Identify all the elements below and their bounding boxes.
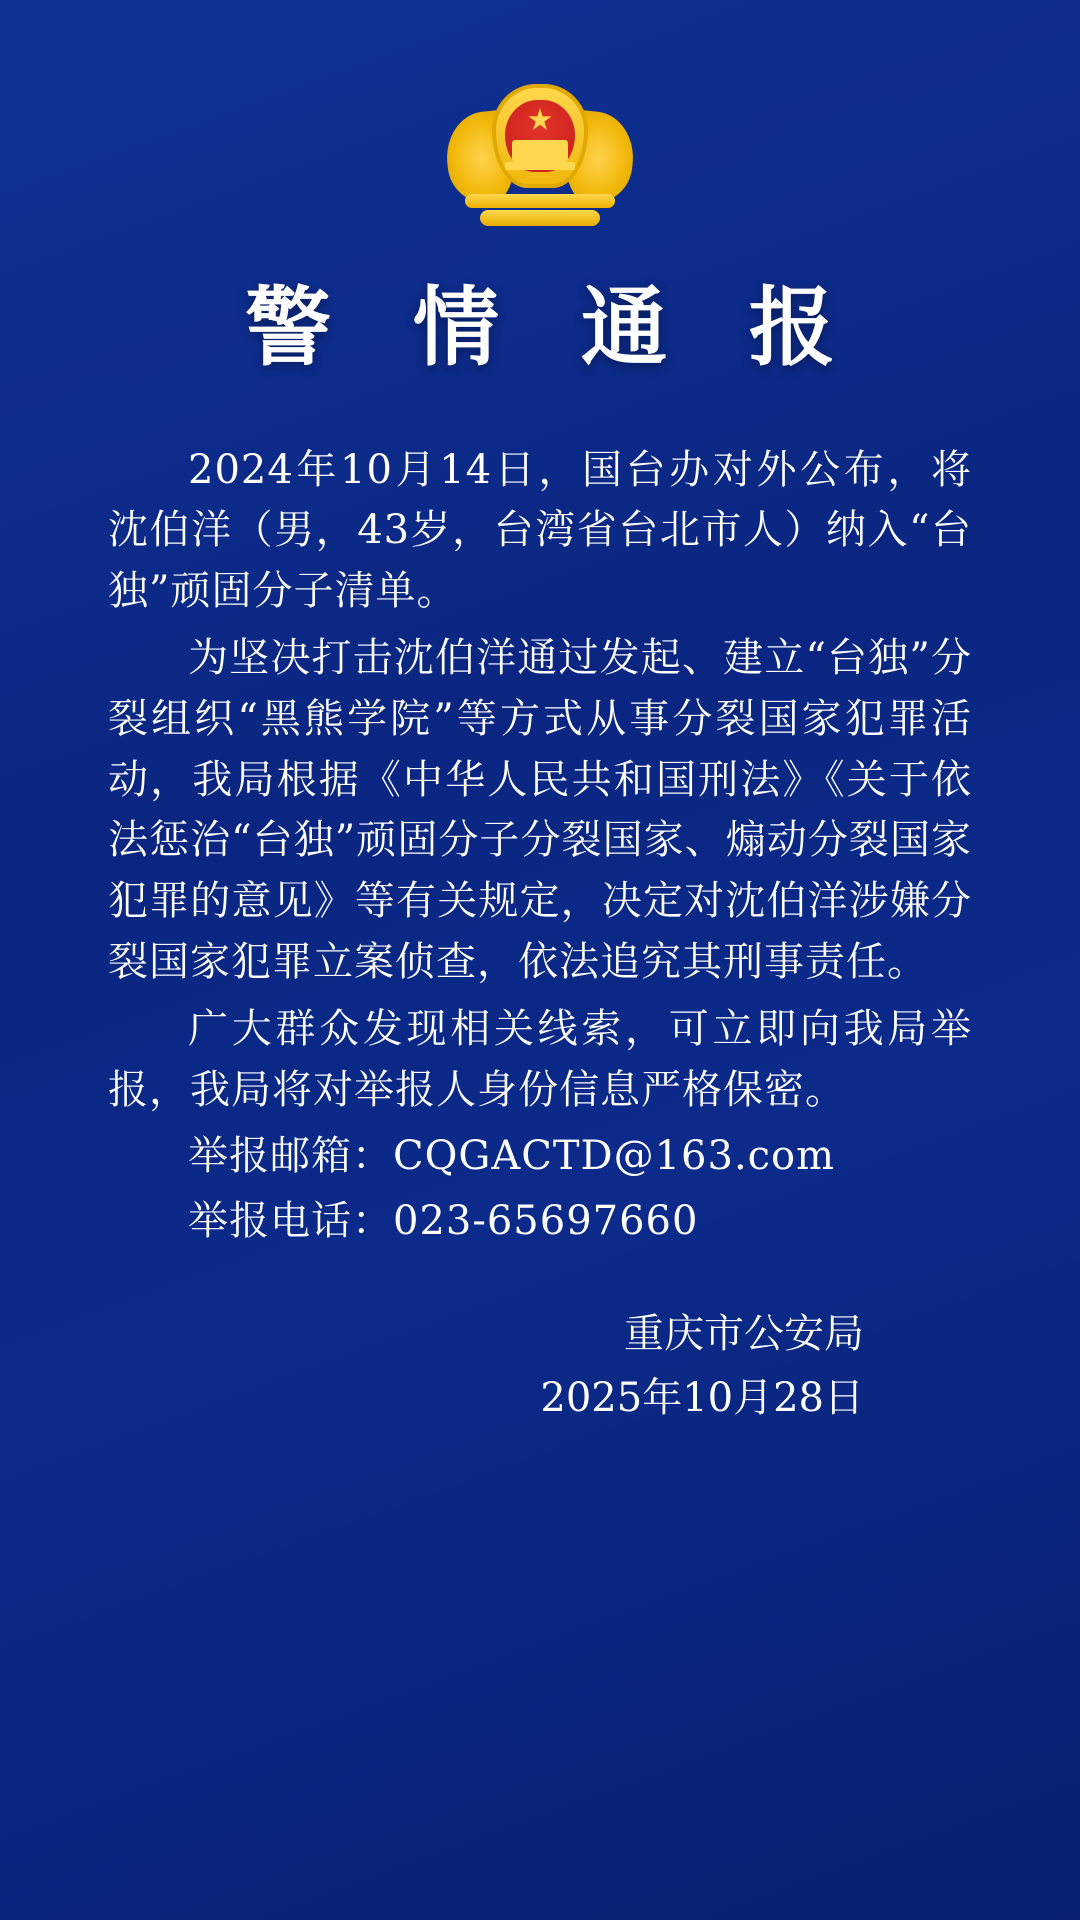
emblem-container <box>108 0 972 230</box>
emblem-gate-icon <box>512 140 568 162</box>
emblem-shield-icon <box>492 84 588 188</box>
notice-body <box>108 440 972 1252</box>
signature-block <box>108 1302 972 1430</box>
paragraph-3: 广大群众发现相关线索，可立即向我局举报，我局将对举报人身份信息严格保密。 <box>108 1005 972 1113</box>
report-email-line: 举报邮箱：CQGACTD@163.com <box>188 1133 836 1180</box>
police-emblem-icon <box>447 78 633 230</box>
paragraph-2: 为坚决打击沈伯洋通过发起、建立“台独”分裂组织“黑熊学院”等方式从事分裂国家犯罪活动，我局根据《中华人民共和国刑法》《关于依法惩治“台独”顽固分子分裂国家、煽动分裂国家犯罪的意见》等有关规定，决定对沈伯洋涉嫌分裂国家犯罪立案侦查，依法追究其刑事责任。 <box>108 635 972 985</box>
emblem-base <box>480 210 600 226</box>
signature-issuer: 重庆市公安局 <box>624 1311 864 1357</box>
paragraph-1: 2024年10月14日，国台办对外公布，将沈伯洋（男，43岁，台湾省台北市人）纳入“台独”顽固分子清单。 <box>108 446 972 615</box>
emblem-band <box>465 194 615 208</box>
report-phone-line: 举报电话：023-65697660 <box>188 1198 699 1245</box>
contact-block <box>108 1126 972 1252</box>
signature-date: 2025年10月28日 <box>540 1375 864 1421</box>
page-title: 警 情 通 报 <box>245 277 861 378</box>
